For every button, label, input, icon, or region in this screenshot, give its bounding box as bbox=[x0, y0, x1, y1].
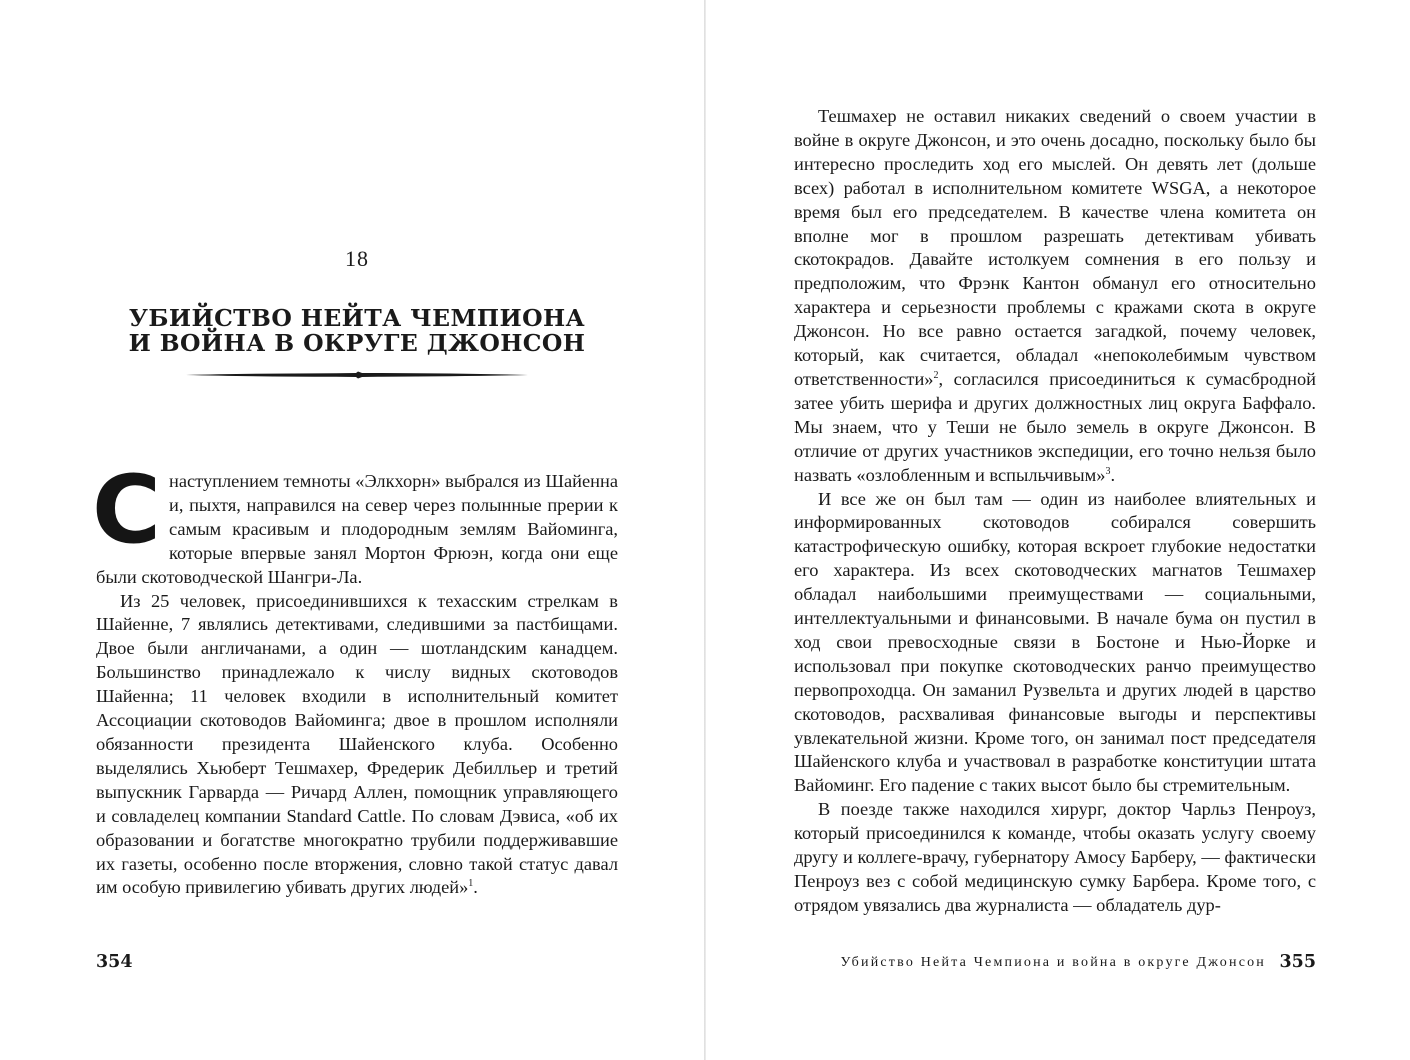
paragraph bbox=[92, 456, 618, 590]
paragraph-text: наступлением темноты «Элкхорн» выбрался из Шайенна и, пыхтя, направился на север через полынные прерии к самым красивым и плодородным землям Вайоминга, которые впервые занял Мортон Фрюэн, когда они еще были скотоводческой Шангри-Ла. bbox=[96, 471, 618, 587]
paragraph: И все же он был там — один из наиболее влиятельных и информированных скотоводов собирался совершить катастрофическую ошибку, которая вскроет глубокие недостатки его характера. Из всех скотоводческих магнатов Тешмахер обладал наибольшими преимуществами — социальными, интеллектуальными и финансовыми. В начале бума он пустил в ход свои превосходные связи в Бостоне и Нью-Йорке и использовал при покупке скотоводческих ранчо преимущество первопроходца. Он заманил Рузвельта и других людей в царство скотоводов, расхваливая финансовые выгоды и перспективы увлекательной жизни. Кроме того, он занимал пост председателя Шайенского клуба и участвовал в разработке конституции штата Вайоминг. Его падение с таких высот было бы стремительным. bbox=[794, 488, 1316, 796]
paragraph bbox=[96, 590, 618, 901]
oldstyle-number: 7 bbox=[180, 614, 191, 635]
paragraph-text: . bbox=[1110, 464, 1116, 485]
paragraph-text: являлись детективами, следившими за пастбищами. Двое были англичанами, а один — шотландским канадцем. Большинство принадлежало к числу видных скотоводов Шайенна; bbox=[96, 614, 619, 707]
oldstyle-number: 11 bbox=[190, 686, 208, 707]
page-number: 355 bbox=[1279, 952, 1316, 972]
drop-cap: С bbox=[92, 456, 161, 565]
left-page-body bbox=[92, 456, 619, 900]
footnote-marker: 3 bbox=[1105, 465, 1111, 477]
right-page bbox=[706, 0, 1410, 1060]
paragraph-text: , согласился присоединиться к сумасбродной затее убить шерифа и других должностных лиц округа Баффало. Мы знаем, что у Теши не было земель в округе Джонсон. В отличие от других участников экспедиции, его точно нельзя было назвать «озлобленным и вспыльчивым» bbox=[794, 368, 1316, 485]
chapter-title bbox=[96, 306, 618, 356]
page-number: 354 bbox=[96, 952, 133, 972]
paragraph-text: Из bbox=[120, 590, 151, 611]
paragraph bbox=[794, 105, 1316, 488]
right-page-body bbox=[794, 105, 1316, 918]
title-divider-rule bbox=[186, 370, 528, 380]
running-head: Убийство Нейта Чемпиона и война в округе Джонсон bbox=[840, 955, 1266, 970]
paragraph-text: Тешмахер не оставил никаких сведений о своем участии в войне в округе Джонсон, и это очень досадно, поскольку было бы интересно проследить ход его мыслей. Он девять лет (дольше всех) работал в исполнительном комитете WSGA, а некоторое время был его председателем. В качестве члена комитета он вполне мог в прошлом разрешать детективам убивать скотокрадов. Давайте истолкуем сомнения в его пользу и предположим, что Фрэнк Кантон обманул его относительно характера и серьезности проблемы с кражами скота в округе Джонсон. Но все равно остается загадкой, почему человек, который, как считается, обладал «непоколебимым чувством ответственности» bbox=[794, 106, 1316, 389]
chapter-title-line-1: УБИЙСТВО НЕЙТА ЧЕМПИОНА bbox=[128, 304, 586, 332]
chapter-number: 18 bbox=[345, 246, 369, 271]
paragraph-text: человек входили в исполнительный комитет Ассоциации скотоводов Вайоминга; двое в прошлом исполняли обязанности президента Шайенского клуба. Особенно выделялись Хьюберт Тешмахер, Фредерик Дебилльер и третий выпускник Гарварда — Ричард Аллен, помощник управляющего и совладелец компании Standard Cattle. По словам Дэвиса, «об их образовании и богатстве многократно трубили поддерживавшие их газеты, особенно после вторжения, словно такой статус давал им особую привилегию убивать других людей» bbox=[96, 686, 618, 898]
footnote-marker: 1 bbox=[468, 878, 474, 890]
paragraph-text: человек, присоединившихся к техасским стрелкам в Шайенне, bbox=[96, 590, 618, 635]
paragraph-text: . bbox=[473, 877, 478, 898]
chapter-title-line-2: И ВОЙНА В ОКРУГЕ ДЖОНСОН bbox=[128, 329, 586, 357]
left-page bbox=[0, 0, 704, 1060]
footnote-marker: 2 bbox=[933, 369, 939, 381]
oldstyle-number: 25 bbox=[150, 590, 170, 611]
paragraph: В поезде также находился хирург, доктор Чарльз Пенроуз, который присоединился к команде, чтобы оказать услугу своему другу и коллеге-врачу, губернатору Амосу Барберу, — фактически Пенроуз вез с собой медицинскую сумку Барбера. Кроме того, с отрядом увязались два журналиста — обладатель дур- bbox=[794, 799, 1316, 915]
